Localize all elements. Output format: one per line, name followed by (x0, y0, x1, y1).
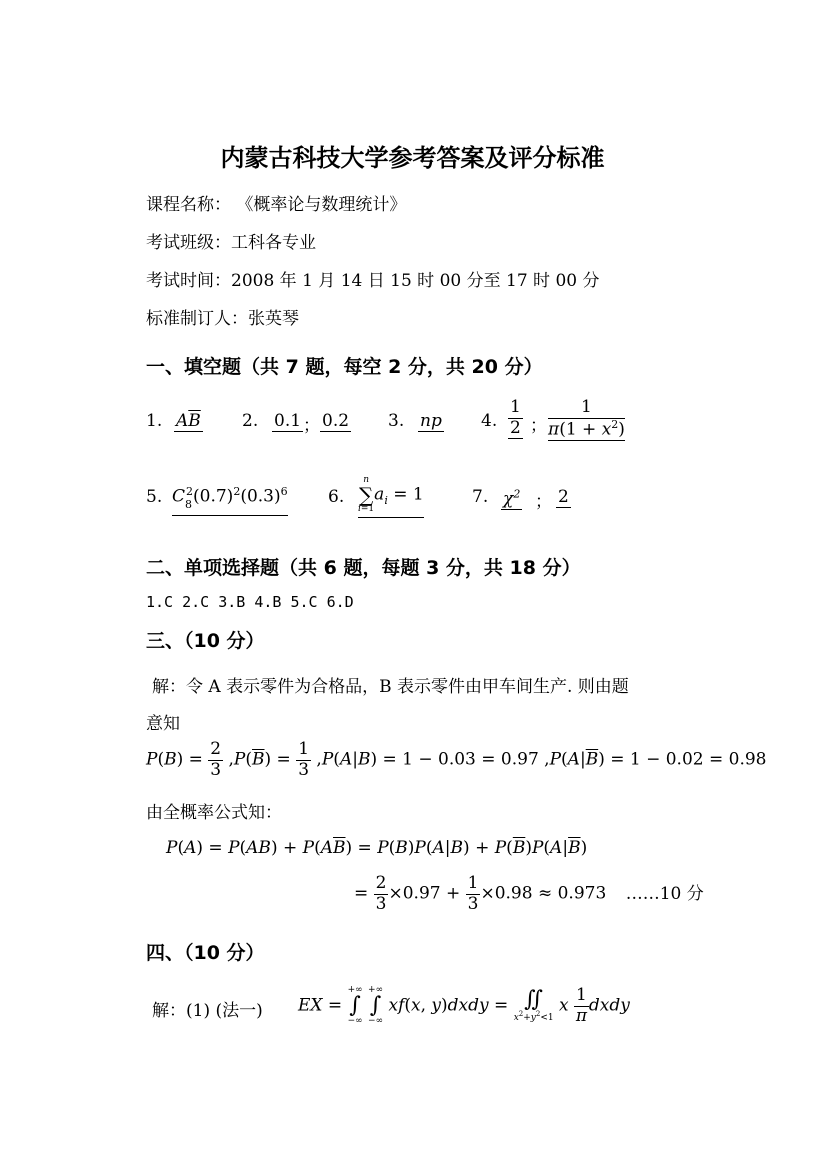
exam-class: 考试班级：工科各专业 (146, 233, 316, 253)
choice-answers: 1.C 2.C 3.B 4.B 5.C 6.D (146, 593, 354, 611)
answer-3: np (420, 411, 442, 431)
answer-1-number: 1. (146, 411, 163, 431)
answer-7a: $\chi^2$ (503, 487, 521, 509)
part3-intro-cont: 意知 (146, 714, 180, 734)
answer-1: $A\overline{B}$ (176, 411, 201, 431)
page-title: 内蒙古科技大学参考答案及评分标准 (220, 144, 605, 172)
answer-2b: 0.2 (322, 411, 350, 431)
part3-given-probabilities: P(B) = $\frac{2}{3}$ $,P(\overline{B})$ = $\frac{1}{3}$ ,P(A|B) = 1 − 0.03 = 0.97 $,P(A|\overline{B}) = 1 - 0.02 = 0.98$ (146, 739, 767, 780)
answer-4b: $\frac{1}{\pi(1 + x^2)}$ (548, 397, 625, 440)
answer-5: $C_8^2(0.7)^2(0.3)^6$ (172, 485, 288, 516)
part4-intro: 解：(1) (法一) (152, 1001, 263, 1021)
answer-4a: $\frac{1}{2}$ (510, 397, 521, 438)
section-fill-blank: 一、填空题（共 7 题，每空 2 分，共 20 分） (146, 356, 543, 378)
section-four: 四、（10 分） (146, 942, 265, 964)
answer-7-separator: ； (535, 492, 552, 512)
section-three: 三、（10 分） (146, 630, 265, 652)
part3-result: = $\frac{2}{3}$ ×0.97 + $\frac{1}{3}$ ×0.98 ≈ 0.973 ……10 分 (354, 873, 704, 914)
answer-5-number: 5. (146, 487, 163, 507)
answer-6-number: 6. (328, 487, 345, 507)
exam-time: 考试时间：2008 年 1 月 14 日 15 时 00 分至 17 时 00 分 (146, 271, 600, 291)
part4-expectation-formula: EX = +∞ ∫ −∞ +∞ ∫ −∞ xf(x, y)dxdy = ∬ $x^2+y^2<1$ x $\frac{1}{\pi}$ dxdy (298, 985, 630, 1027)
answer-7b: 2 (558, 487, 569, 507)
answer-3-number: 3. (388, 411, 405, 431)
part3-intro: 解：令 A 表示零件为合格品，B 表示零件由甲车间生产. 则由题 (152, 677, 629, 697)
course-name: 课程名称： 《概率论与数理统计》 (146, 195, 407, 215)
part3-formula-label: 由全概率公式知： (146, 803, 282, 823)
answer-2-number: 2. (242, 411, 259, 431)
answer-7-number: 7. (472, 487, 489, 507)
part3-total-probability: $P(A) = P(AB) + P(A\overline{B}) = P(B)P(A|B) + P(\overline{B})P(A|\overline{B})$ (166, 838, 588, 858)
answer-6: n ∑ i=1 $a_i = 1$ (358, 476, 424, 518)
answer-4-separator: ； (530, 416, 547, 436)
answer-2-separator: ； (303, 416, 320, 436)
answer-4-number: 4. (481, 411, 498, 431)
standard-author: 标准制订人：张英琴 (146, 309, 299, 329)
answer-2a: 0.1 (274, 411, 302, 431)
section-single-choice: 二、单项选择题（共 6 题，每题 3 分，共 18 分） (146, 557, 581, 579)
part3-score: ……10 分 (625, 883, 704, 904)
